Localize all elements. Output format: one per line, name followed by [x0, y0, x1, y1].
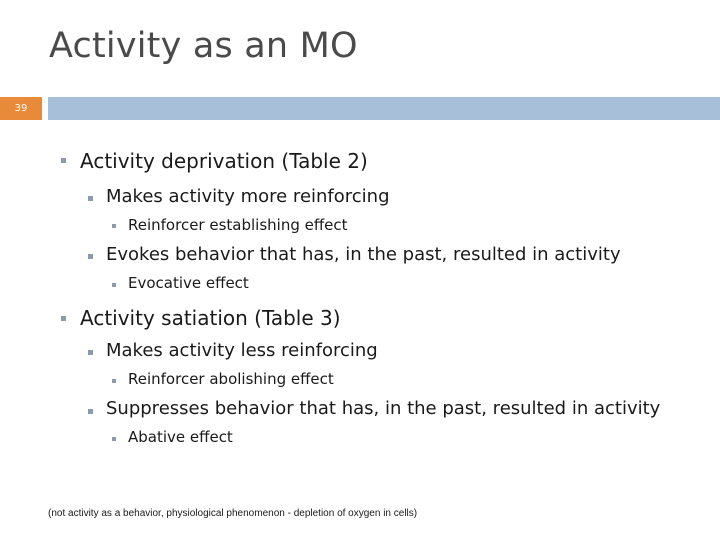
bullet-text-activity-deprivation: Activity deprivation (Table 2)	[80, 149, 368, 173]
bullet-text-establishing-effect: Reinforcer establishing effect	[128, 216, 348, 234]
slide-number: 39	[14, 103, 28, 114]
bullet-text-abative-effect: Abative effect	[128, 428, 233, 446]
bullet-marker	[112, 437, 116, 441]
bullet-marker	[112, 379, 116, 383]
bullet-marker	[61, 316, 66, 321]
bullet-marker	[88, 350, 93, 355]
bullet-text-abolishing-effect: Reinforcer abolishing effect	[128, 370, 334, 388]
bullet-marker	[88, 196, 93, 201]
bullet-marker	[88, 409, 93, 414]
footnote: (not activity as a behavior, physiological phenomenon - depletion of oxygen in cells)	[48, 508, 418, 519]
bullet-text-activity-satiation: Activity satiation (Table 3)	[80, 306, 341, 330]
bullet-marker	[88, 254, 93, 259]
bullet-text-makes-more-reinforcing: Makes activity more reinforcing	[106, 186, 390, 207]
slide-number-badge	[0, 97, 42, 120]
bullet-text-makes-less-reinforcing: Makes activity less reinforcing	[106, 340, 378, 361]
title-accent-bar	[48, 97, 720, 120]
bullet-marker	[112, 224, 116, 228]
bullet-text-evokes-behavior: Evokes behavior that has, in the past, resulted in activity	[106, 244, 621, 265]
bullet-text-evocative-effect: Evocative effect	[128, 274, 249, 292]
bullet-text-suppresses-behavior: Suppresses behavior that has, in the past, resulted in activity	[106, 398, 661, 419]
bullet-marker	[112, 283, 116, 287]
slide-title: Activity as an MO	[49, 26, 358, 66]
bullet-marker	[61, 158, 66, 163]
